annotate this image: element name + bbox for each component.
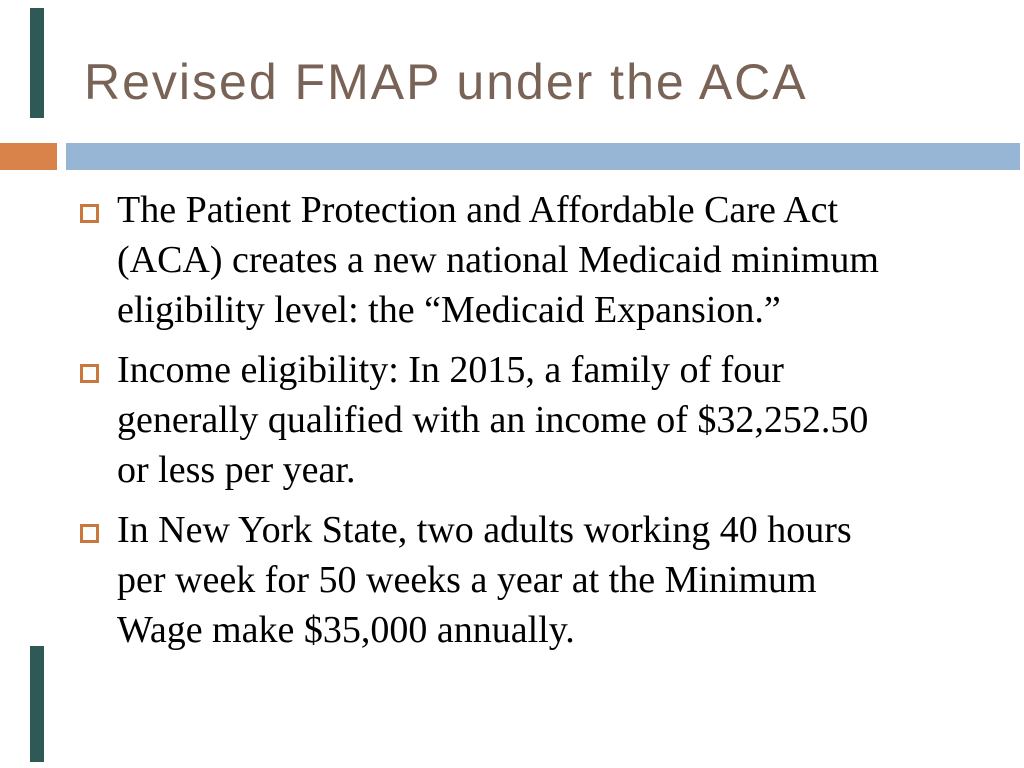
bullet-item-2 xyxy=(117,345,868,495)
bullet-1-line-3: eligibility level: the “Medicaid Expansion.” xyxy=(117,289,781,331)
bullet-3-line-1: In New York State, two adults working 40 hours xyxy=(117,509,852,551)
bullet-square-icon xyxy=(80,524,99,543)
bullet-item-1 xyxy=(117,185,879,335)
bullet-1-line-2: (ACA) creates a new national Medicaid minimum xyxy=(117,239,879,281)
bullet-2-line-3: or less per year. xyxy=(117,449,356,491)
title-band-blue-bar xyxy=(66,143,1020,170)
bullet-2-line-1: Income eligibility: In 2015, a family of four xyxy=(117,349,784,391)
bullet-item-3 xyxy=(117,505,852,655)
bullet-2-line-2: generally qualified with an income of $32,252.50 xyxy=(117,399,869,441)
bullet-1-line-1: The Patient Protection and Affordable Care Act xyxy=(117,189,839,231)
bullet-square-icon xyxy=(80,204,99,223)
title-band-orange-block xyxy=(0,143,57,170)
left-accent-bar-bottom xyxy=(30,646,44,762)
bullet-square-icon xyxy=(80,364,99,383)
bullet-3-line-2: per week for 50 weeks a year at the Minimum xyxy=(117,559,817,601)
slide-title: Revised FMAP under the ACA xyxy=(84,54,808,110)
left-accent-bar-top xyxy=(30,8,44,118)
bullet-3-line-3: Wage make $35,000 annually. xyxy=(117,609,575,651)
